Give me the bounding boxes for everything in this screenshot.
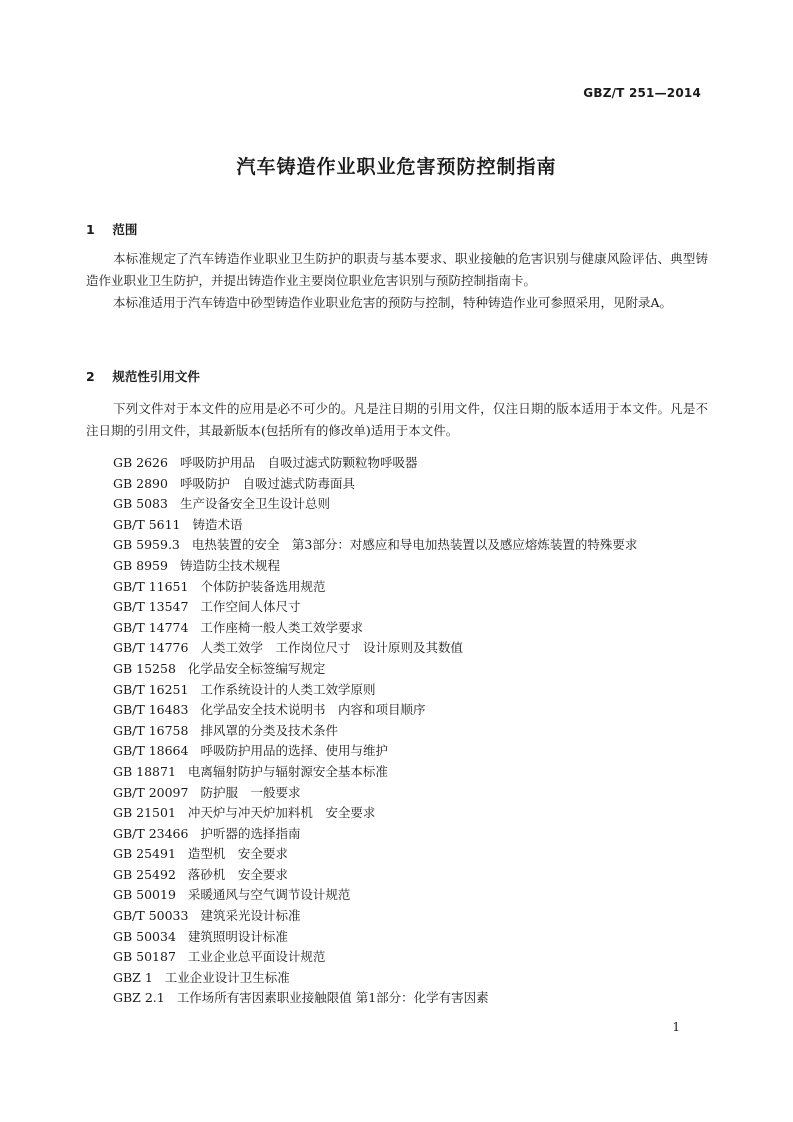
reference-code: GB/T 16758: [113, 722, 189, 738]
reference-title: 呼吸防护 自吸过滤式防毒面具: [179, 475, 355, 491]
reference-title: 工业企业总平面设计规范: [187, 949, 326, 965]
reference-title: 铸造术语: [192, 516, 243, 532]
reference-item: [113, 597, 637, 618]
reference-item: [113, 700, 637, 721]
reference-item: [113, 453, 637, 474]
reference-title: 工作座椅一般人类工效学要求: [200, 619, 363, 635]
reference-title: 呼吸防护用品 自吸过滤式防颗粒物呼吸器: [179, 455, 418, 470]
reference-item: [113, 844, 637, 865]
reference-code: GB/T 11651: [113, 578, 189, 594]
reference-title: 化学品安全技术说明书 内容和项目顺序: [200, 702, 426, 718]
reference-code: GB 8959: [113, 557, 168, 573]
reference-title: 排风罩的分类及技术条件: [200, 722, 338, 738]
reference-item: [113, 783, 637, 804]
reference-code: GB 50019: [113, 887, 176, 903]
section-1-heading: [86, 220, 137, 238]
document-title: 汽车铸造作业职业危害预防控制指南: [236, 156, 557, 178]
reference-item: [113, 803, 637, 824]
reference-item: [113, 680, 637, 701]
reference-code: GB/T 23466: [113, 825, 189, 841]
reference-code: GB 2626: [113, 455, 168, 470]
reference-item: [113, 556, 637, 577]
reference-title: 生产设备安全卫生设计总则: [179, 496, 330, 512]
reference-item: [113, 988, 637, 1009]
reference-code: GB 2890: [113, 475, 168, 491]
section-1-paragraph-1: 本标准规定了汽车铸造作业职业卫生防护的职责与基本要求、职业接触的危害识别与健康风险评估、典型铸造作业职业卫生防护，并提出铸造作业主要岗位职业危害识别与预防控制指南卡。: [86, 251, 708, 288]
reference-code: GB/T 50033: [113, 908, 189, 924]
reference-code: GBZ 2.1: [113, 990, 165, 1006]
reference-item: [113, 865, 637, 886]
reference-item: [113, 474, 637, 495]
reference-item: [113, 577, 637, 598]
reference-code: GB 15258: [113, 660, 176, 676]
section-1-paragraph-2: 本标准适用于汽车铸造中砂型铸造作业职业危害的预防与控制，特种铸造作业可参照采用，见附录A。: [113, 295, 673, 310]
reference-code: GB 25491: [113, 846, 176, 862]
reference-title: 铸造防尘技术规程: [179, 557, 280, 573]
section-1-title: 范围: [112, 222, 138, 237]
section-1-number: 1: [86, 222, 95, 237]
reference-code: GB/T 14776: [113, 640, 189, 656]
reference-title: 工业企业设计卫生标准: [164, 969, 290, 985]
reference-title: 工作空间人体尺寸: [200, 599, 301, 615]
reference-code: GB/T 14774: [113, 619, 189, 635]
reference-item: [113, 968, 637, 989]
reference-item: [113, 927, 637, 948]
reference-code: GB 5083: [113, 496, 168, 512]
reference-code: GB 5959.3: [113, 537, 180, 553]
reference-title: 建筑采光设计标准: [200, 908, 301, 924]
reference-item: [113, 824, 637, 845]
reference-item: [113, 947, 637, 968]
reference-item: [113, 494, 637, 515]
reference-code: GB/T 20097: [113, 784, 189, 800]
reference-item: [113, 618, 637, 639]
reference-title: 人类工效学 工作岗位尺寸 设计原则及其数值: [200, 640, 463, 656]
standard-code: GBZ/T 251—2014: [583, 86, 701, 100]
reference-list: [113, 453, 637, 1009]
reference-code: GB 50187: [113, 949, 176, 965]
reference-item: [113, 741, 637, 762]
reference-item: [113, 721, 637, 742]
reference-title: 落砂机 安全要求: [187, 866, 288, 882]
reference-code: GB/T 16251: [113, 681, 189, 697]
reference-code: GB/T 13547: [113, 599, 189, 615]
section-2-number: 2: [86, 369, 95, 384]
reference-code: GB 18871: [113, 763, 176, 779]
reference-item: [113, 535, 637, 556]
reference-title: 化学品安全标签编写规定: [187, 660, 326, 676]
reference-title: 建筑照明设计标准: [187, 928, 288, 944]
reference-title: 造型机 安全要求: [187, 846, 288, 862]
reference-title: 采暖通风与空气调节设计规范: [187, 887, 351, 903]
section-2-paragraph-1: 下列文件对于本文件的应用是必不可少的。凡是注日期的引用文件，仅注日期的版本适用于本文件。凡是不注日期的引用文件，其最新版本(包括所有的修改单)适用于本文件。: [86, 401, 708, 438]
reference-code: GB/T 5611: [113, 516, 181, 532]
reference-title: 呼吸防护用品的选择、使用与维护: [200, 743, 388, 759]
reference-item: [113, 659, 637, 680]
reference-item: [113, 638, 637, 659]
section-2-heading: [86, 367, 200, 385]
reference-title: 电热装置的安全 第3部分：对感应和导电加热装置以及感应熔炼装置的特殊要求: [191, 537, 638, 553]
page-number: 1: [672, 1020, 680, 1034]
reference-title: 工作系统设计的人类工效学原则: [200, 681, 376, 697]
section-2-title: 规范性引用文件: [112, 369, 200, 384]
reference-code: GB 50034: [113, 928, 176, 944]
reference-title: 电离辐射防护与辐射源安全基本标准: [187, 763, 388, 779]
reference-title: 个体防护装备选用规范: [200, 578, 326, 594]
reference-code: GB 21501: [113, 805, 176, 821]
reference-item: [113, 762, 637, 783]
reference-title: 护听器的选择指南: [200, 825, 301, 841]
reference-code: GBZ 1: [113, 969, 153, 985]
reference-code: GB/T 16483: [113, 702, 189, 718]
reference-code: GB 25492: [113, 866, 176, 882]
reference-title: 工作场所有害因素职业接触限值 第1部分：化学有害因素: [176, 990, 489, 1006]
reference-code: GB/T 18664: [113, 743, 189, 759]
reference-item: [113, 885, 637, 906]
reference-title: 冲天炉与冲天炉加料机 安全要求: [187, 805, 376, 821]
reference-item: [113, 515, 637, 536]
reference-title: 防护服 一般要求: [200, 784, 301, 800]
reference-item: [113, 906, 637, 927]
